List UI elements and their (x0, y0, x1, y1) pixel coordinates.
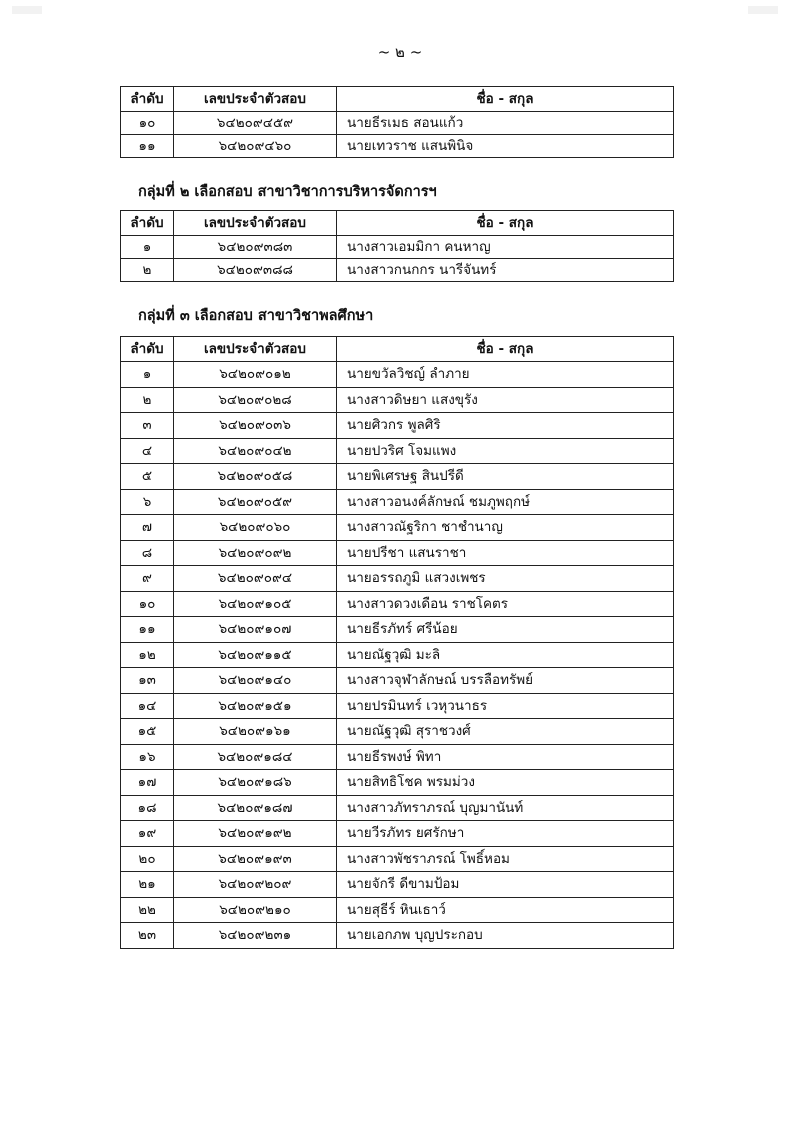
row-name: นายปรีชา แสนราชา (337, 540, 674, 566)
table-header-row (121, 337, 674, 362)
row-index: ๒๓ (121, 923, 174, 949)
row-exam-id: ๖๔๒๐๙๒๐๙ (174, 872, 337, 898)
table-header-row (121, 211, 674, 236)
table-row (121, 642, 674, 668)
row-name: นายสุธีร์ หินเธาว์ (337, 897, 674, 923)
row-name: นายปรมินทร์ เวหุวนาธร (337, 693, 674, 719)
row-exam-id: ๖๔๒๐๙๑๔๐ (174, 668, 337, 694)
table-row (121, 387, 674, 413)
row-exam-id: ๖๔๒๐๙๑๘๗ (174, 795, 337, 821)
row-index: ๔ (121, 438, 174, 464)
row-exam-id: ๖๔๒๐๙๑๐๕ (174, 591, 337, 617)
row-name: นางสาวดวงเดือน ราชโคตร (337, 591, 674, 617)
row-name: นายขวัลวิชญ์ ลำภาย (337, 362, 674, 388)
row-exam-id: ๖๔๒๐๙๑๙๓ (174, 846, 337, 872)
row-exam-id: ๖๔๒๐๙๐๖๐ (174, 515, 337, 541)
page-number: ~ ๒ ~ (377, 43, 423, 61)
table-row (121, 591, 674, 617)
table-row (121, 795, 674, 821)
scan-artifact (748, 6, 778, 14)
row-name: นายเทวราช แสนพินิจ (337, 135, 674, 158)
row-name: นางสาวอนงค์ลักษณ์ ชมภูพฤกษ์ (337, 489, 674, 515)
row-index: ๖ (121, 489, 174, 515)
row-index: ๑๒ (121, 642, 174, 668)
row-name: นายพิเศรษฐ สินปรีดี (337, 464, 674, 490)
row-name: นางสาวณัฐริกา ชาชำนาญ (337, 515, 674, 541)
row-index: ๒๐ (121, 846, 174, 872)
row-exam-id: ๖๔๒๐๙๐๑๒ (174, 362, 337, 388)
table-row (121, 821, 674, 847)
group1-table (120, 86, 674, 158)
row-exam-id: ๖๔๒๐๙๑๕๑ (174, 693, 337, 719)
table-row (121, 668, 674, 694)
header-exam-id: เลขประจำตัวสอบ (174, 211, 337, 236)
group3-table (120, 336, 674, 949)
row-name: นายศิวกร พูลศิริ (337, 413, 674, 439)
row-exam-id: ๖๔๒๐๙๑๐๗ (174, 617, 337, 643)
table-row (121, 112, 674, 135)
group2-title: กลุ่มที่ ๒ เลือกสอบ สาขาวิชาการบริหารจัดการฯ (138, 184, 437, 200)
row-name: นายธีรภัทร์ ศรีน้อย (337, 617, 674, 643)
table-row (121, 897, 674, 923)
row-exam-id: ๖๔๒๐๙๐๕๙ (174, 489, 337, 515)
table-row (121, 438, 674, 464)
table-row (121, 744, 674, 770)
row-exam-id: ๖๔๒๐๙๐๓๖ (174, 413, 337, 439)
row-exam-id: ๖๔๒๐๙๐๙๒ (174, 540, 337, 566)
row-exam-id: ๖๔๒๐๙๑๘๔ (174, 744, 337, 770)
table-row (121, 236, 674, 259)
header-name: ชื่อ - สกุล (337, 211, 674, 236)
row-index: ๑๙ (121, 821, 174, 847)
row-name: นายจักรี ดีขามป้อม (337, 872, 674, 898)
table-row (121, 846, 674, 872)
header-index: ลำดับ (121, 87, 174, 112)
row-index: ๘ (121, 540, 174, 566)
row-index: ๑๔ (121, 693, 174, 719)
row-exam-id: ๖๔๒๐๙๔๕๙ (174, 112, 337, 135)
row-name: นายอรรถภูมิ แสวงเพชร (337, 566, 674, 592)
row-exam-id: ๖๔๒๐๙๓๘๘ (174, 259, 337, 282)
row-index: ๒๑ (121, 872, 174, 898)
table-row (121, 693, 674, 719)
group3-title: กลุ่มที่ ๓ เลือกสอบ สาขาวิชาพลศึกษา (138, 308, 374, 324)
row-index: ๒ (121, 387, 174, 413)
row-index: ๓ (121, 413, 174, 439)
scan-artifact (12, 6, 42, 14)
row-name: นายณัฐวุฒิ มะลิ (337, 642, 674, 668)
row-exam-id: ๖๔๒๐๙๑๘๖ (174, 770, 337, 796)
row-index: ๑๗ (121, 770, 174, 796)
table-row (121, 770, 674, 796)
table-row (121, 719, 674, 745)
row-name: นางสาวพัชราภรณ์ โพธิ์หอม (337, 846, 674, 872)
row-index: ๑๓ (121, 668, 174, 694)
table-row (121, 872, 674, 898)
row-index: ๑๖ (121, 744, 174, 770)
header-index: ลำดับ (121, 211, 174, 236)
group2-table (120, 210, 674, 282)
row-name: นายเอกภพ บุญประกอบ (337, 923, 674, 949)
row-index: ๑๕ (121, 719, 174, 745)
row-index: ๙ (121, 566, 174, 592)
table-row (121, 923, 674, 949)
table-row (121, 259, 674, 282)
row-exam-id: ๖๔๒๐๙๐๙๔ (174, 566, 337, 592)
table-row (121, 135, 674, 158)
row-index: ๒ (121, 259, 174, 282)
header-exam-id: เลขประจำตัวสอบ (174, 87, 337, 112)
row-exam-id: ๖๔๒๐๙๒๑๐ (174, 897, 337, 923)
row-name: นางสาวเอมมิกา คนหาญ (337, 236, 674, 259)
row-exam-id: ๖๔๒๐๙๔๖๐ (174, 135, 337, 158)
row-name: นายธีรเมธ สอนแก้ว (337, 112, 674, 135)
row-index: ๕ (121, 464, 174, 490)
row-exam-id: ๖๔๒๐๙๐๒๘ (174, 387, 337, 413)
row-name: นางสาวจุฬาลักษณ์ บรรลือทรัพย์ (337, 668, 674, 694)
table-row (121, 362, 674, 388)
row-index: ๑๐ (121, 591, 174, 617)
row-index: ๑๐ (121, 112, 174, 135)
row-name: นายธีรพงษ์ พิทา (337, 744, 674, 770)
header-name: ชื่อ - สกุล (337, 337, 674, 362)
row-name: นายปวริศ โจมแพง (337, 438, 674, 464)
row-index: ๒๒ (121, 897, 174, 923)
row-index: ๑๑ (121, 135, 174, 158)
table-row (121, 413, 674, 439)
table-row (121, 464, 674, 490)
row-exam-id: ๖๔๒๐๙๑๙๒ (174, 821, 337, 847)
row-index: ๗ (121, 515, 174, 541)
header-index: ลำดับ (121, 337, 174, 362)
row-index: ๑ (121, 362, 174, 388)
header-name: ชื่อ - สกุล (337, 87, 674, 112)
row-exam-id: ๖๔๒๐๙๐๕๘ (174, 464, 337, 490)
row-name: นางสาวดิษยา แสงขุรัง (337, 387, 674, 413)
header-exam-id: เลขประจำตัวสอบ (174, 337, 337, 362)
row-exam-id: ๖๔๒๐๙๐๔๒ (174, 438, 337, 464)
row-name: นายสิทธิโชค พรมม่วง (337, 770, 674, 796)
row-exam-id: ๖๔๒๐๙๒๓๑ (174, 923, 337, 949)
row-name: นายวีรภัทร ยศรักษา (337, 821, 674, 847)
row-index: ๑๑ (121, 617, 174, 643)
row-index: ๑๘ (121, 795, 174, 821)
table-row (121, 489, 674, 515)
row-name: นางสาวภัทราภรณ์ บุญมานันท์ (337, 795, 674, 821)
row-name: นายณัฐวุฒิ สุราชวงศ์ (337, 719, 674, 745)
table-row (121, 540, 674, 566)
row-exam-id: ๖๔๒๐๙๓๘๓ (174, 236, 337, 259)
row-name: นางสาวกนกกร นารีจันทร์ (337, 259, 674, 282)
table-row (121, 617, 674, 643)
table-row (121, 566, 674, 592)
row-exam-id: ๖๔๒๐๙๑๑๕ (174, 642, 337, 668)
table-row (121, 515, 674, 541)
table-header-row (121, 87, 674, 112)
row-index: ๑ (121, 236, 174, 259)
row-exam-id: ๖๔๒๐๙๑๖๑ (174, 719, 337, 745)
